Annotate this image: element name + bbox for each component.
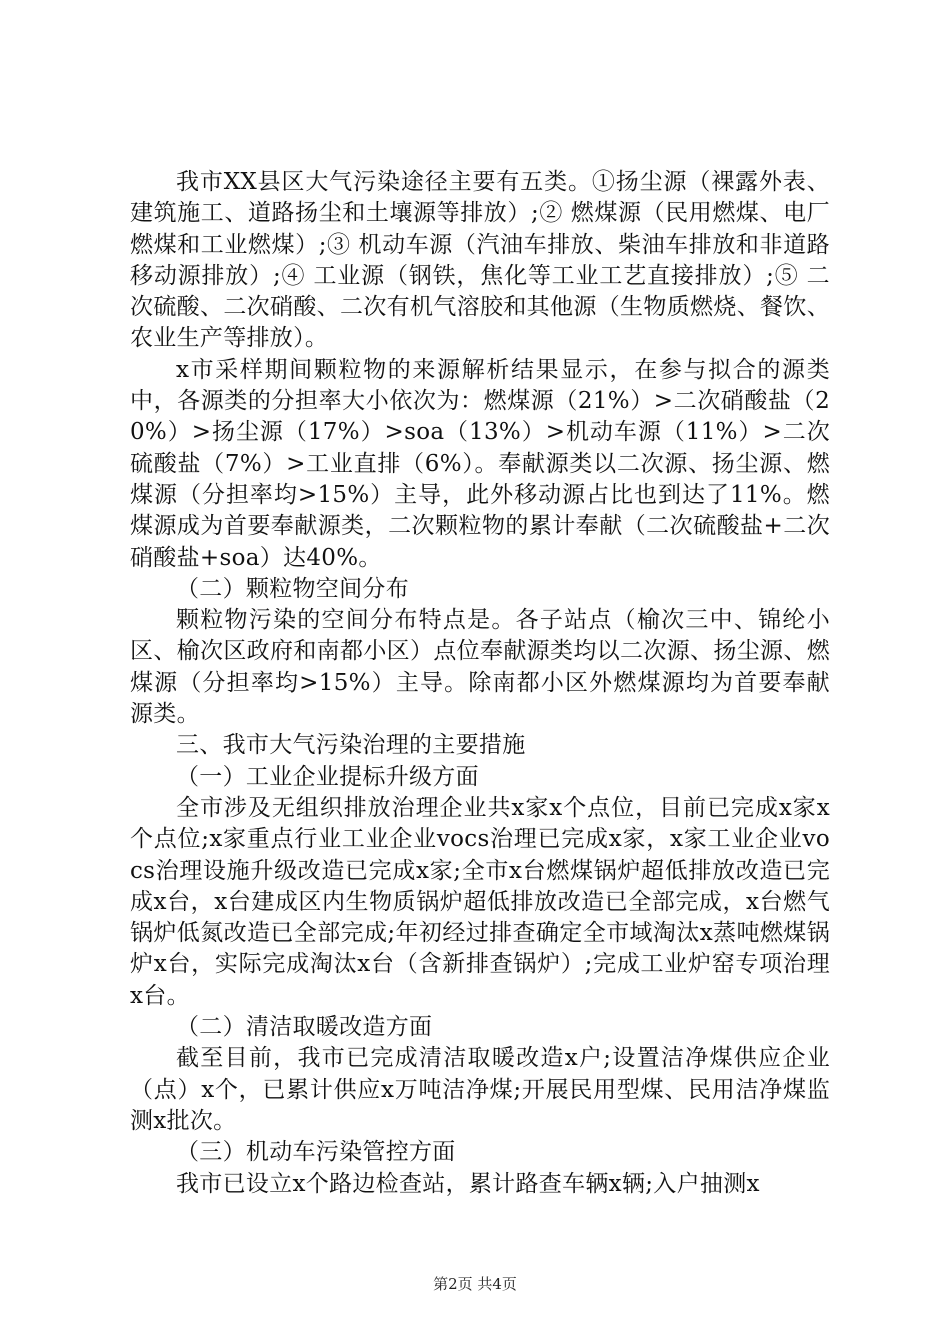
paragraph-vehicle-control: 我市已设立x个路边检查站，累计路查车辆x辆;入户抽测x bbox=[176, 1170, 760, 1197]
paragraph-spatial-distribution: 颗粒物污染的空间分布特点是。各子站点（榆次三中、锦纶小区、榆次区政府和南都小区）点位奉献源类均以二次源、扬尘源、燃煤源（分担率均>15%）主导。除南都小区外燃煤源均为首要奉献源类。 bbox=[130, 607, 830, 728]
section-heading-industrial-upgrade: （一）工业企业提标升级方面 bbox=[176, 763, 479, 790]
paragraph-pollution-pathways: 我市XX县区大气污染途径主要有五类。①扬尘源（裸露外表、建筑施工、道路扬尘和土壤源等排放）;② 燃煤源（民用燃煤、电厂燃煤和工业燃煤）;③ 机动车源（汽油车排放、柴油车排放和非道路移动源排放）;④ 工业源（钢铁，焦化等工业工艺直接排放）;⑤ 二次硫酸、二次硝酸、二次有机气溶胶和其他源（生物质燃烧、餐饮、农业生产等排放）。 bbox=[130, 169, 830, 352]
paragraph-industrial-upgrade: 全市涉及无组织排放治理企业共x家x个点位，目前已完成x家x个点位;x家重点行业工业企业vocs治理已完成x家，x家工业企业vocs治理设施升级改造已完成x家;全市x台燃煤锅炉超低排放改造已完成x台，x台建成区内生物质锅炉超低排放改造已全部完成，x台燃气锅炉低氮改造已全部完成;年初经过排查确定全市域淘汰x蒸吨燃煤锅炉x台，实际完成淘汰x台（含新排查锅炉）;完成工业炉窑专项治理x台。 bbox=[130, 794, 830, 1009]
section-heading-vehicle-control: （三）机动车污染管控方面 bbox=[176, 1139, 456, 1166]
section-heading-main-measures: 三、我市大气污染治理的主要措施 bbox=[176, 732, 526, 759]
section-heading-spatial-distribution: （二）颗粒物空间分布 bbox=[176, 575, 409, 602]
paragraph-source-apportionment: x市采样期间颗粒物的来源解析结果显示，在参与拟合的源类中，各源类的分担率大小依次为：燃煤源（21%）>二次硝酸盐（20%）>扬尘源（17%）>soa（13%）>机动车源（11%）>二次硫酸盐（7%）>工业直排（6%）。奉献源类以二次源、扬尘源、燃煤源（分担率均>15%）主导，此外移动源占比也到达了11%。燃煤源成为首要奉献源类，二次颗粒物的累计奉献（二次硫酸盐+二次硝酸盐+soa）达40%。 bbox=[130, 356, 830, 571]
section-heading-clean-heating: （二）清洁取暖改造方面 bbox=[176, 1014, 433, 1041]
page-number-footer: 第2页 共4页 bbox=[433, 1275, 517, 1293]
paragraph-clean-heating: 截至目前，我市已完成清洁取暖改造x户;设置洁净煤供应企业（点）x个，已累计供应x万吨洁净煤;开展民用型煤、民用洁净煤监测x批次。 bbox=[130, 1045, 830, 1134]
document-body bbox=[130, 167, 830, 1200]
